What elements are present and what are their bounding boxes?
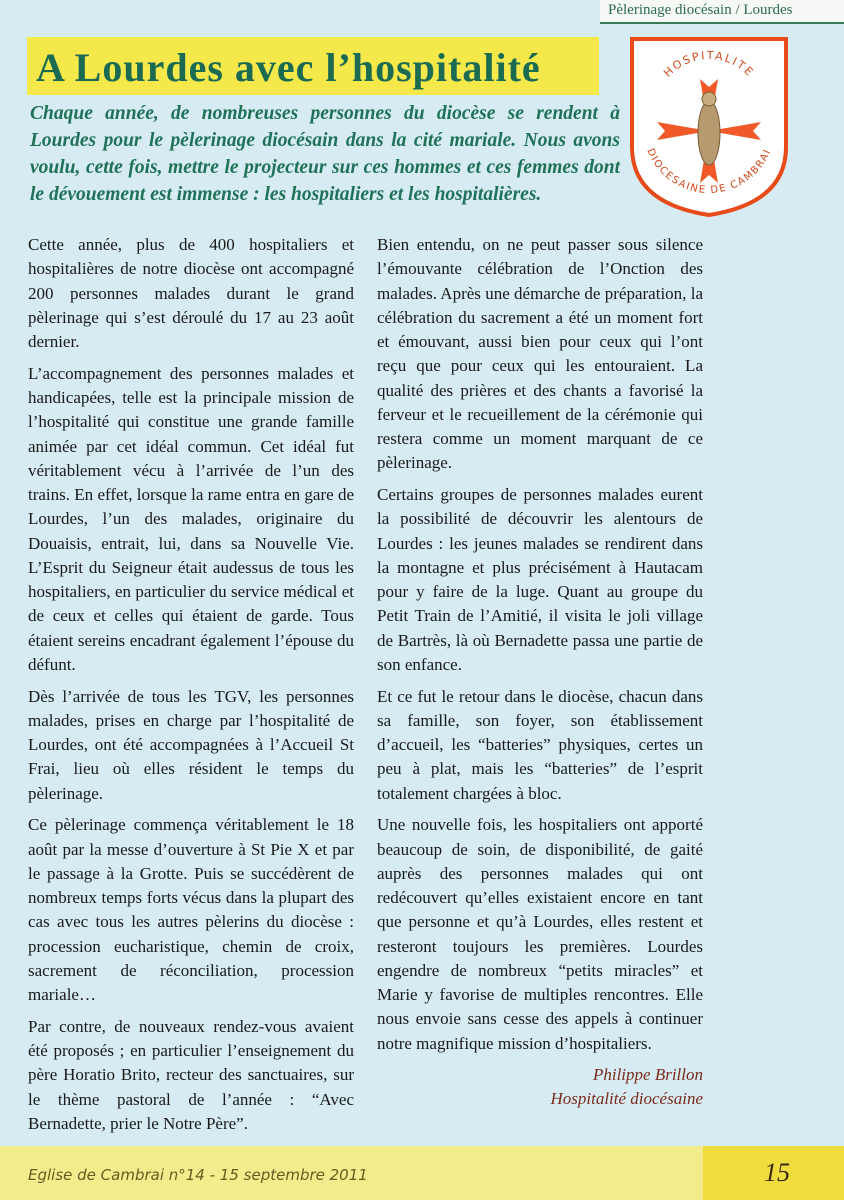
paragraph: Bien entendu, on ne peut passer sous silence l’émouvante célébration de l’Onction des malades. Après une démarche de préparation, la célébration du sacrement a été un moment fort et émouvant, aussi bien pour ceux qui l’ont reçu que pour ceux qui les entouraient. La qualité des prières et des chants a favorisé la ferveur et le recueillement de la cérémonie qui restera comme un moment marquant de ce pèlerinage. [377, 235, 703, 473]
paragraph: L’accompagnement des personnes malades et handicapées, telle est la principale mission de l’hospitalité qui constitue une grande famille animée par cet idéal commun. Cet idéal fut véritablement vécu à l’arrivée de l’un des trains. En effet, lorsque la rame entra en gare de Lourdes, l’un des malades, originaire du Douaisis, entrait, lui, dans sa Nouvelle Vie. L’Esprit du Seigneur était audessus de tous les hospitaliers, en particulier du service médical et de ceux et celles qui étaient de garde. Tous étaient sereins encadrant également l’épouse du défunt. [28, 363, 354, 674]
article-intro: Chaque année, de nombreuses personnes du diocèse se rendent à Lourdes pour le pèlerinage diocésain dans la cité mariale. Nous avons voulu, cette fois, mettre le projecteur sur ces hommes et ces femmes dont le dévouement est immense : les hospitaliers et les hospitalières. [30, 103, 620, 205]
paragraph: Une nouvelle fois, les hospitaliers ont apporté beaucoup de soin, de disponibilité, de gaité auprès des personnes malades qui ont redécouvert qu’elles existaient encore en tant que personne et qu’à Lourdes, elles restent et resteront toujours les premières. Lourdes engendre de nombreux “petits miracles” et Marie y favorise de multiples rencontres. Elle nous envoie sans cesse des appels à continuer notre magnifique mission d’hospitaliers. [377, 815, 703, 1053]
section-rubric: Pèlerinage diocésain / Lourdes [600, 0, 844, 24]
page-number: 15 [764, 1158, 790, 1187]
author-name: Philippe Brillon [592, 1065, 703, 1085]
paragraph: Par contre, de nouveaux rendez-vous avaient été proposés ; en particulier l’enseignement du père Horatio Brito, recteur des sanctuaires, sur le thème pastoral de l’année : “Avec Bernadette, prier le Notre Père”. [28, 1016, 354, 1133]
logo-top-text: HOSPITALITE [661, 48, 757, 80]
author-organization: Hospitalité diocésaine [550, 1089, 703, 1109]
paragraph: Dès l’arrivée de tous les TGV, les personnes malades, prises en charge par l’hospitalité de Lourdes, ont été accompagnées à l’Accueil St Frai, lieu où elles résident le temps du pèlerinage. [28, 686, 354, 803]
hospitalite-logo-icon [628, 35, 790, 218]
publication-info: Eglise de Cambrai n°14 - 15 septembre 2011 [28, 1166, 368, 1184]
article-title: A Lourdes avec l’hospitalité [36, 45, 541, 90]
paragraph: Ce pèlerinage commença véritablement le 18 août par la messe d’ouverture à St Pie X et par le passage à la Grotte. Puis se succédèrent de nombreux temps forts vécus dans la plupart des cas avec tous les autres pèlerins du diocèse : procession eucharistique, chemin de croix, sacrement de réconciliation, procession mariale… [28, 815, 354, 1004]
logo-bottom-text: DIOCESAINE DE CAMBRAI [644, 146, 774, 197]
article-column-2 [377, 233, 703, 1111]
author-signature [377, 1063, 703, 1111]
paragraph: Certains groupes de personnes malades eurent la possibilité de découvrir les alentours de Lourdes : les jeunes malades se rendirent dans la montagne et plus précisément à Hautacam pour y faire de la luge. Quant au groupe du Petit Train de l’Amitié, il visita le joli village de Bartrès, là où Bernadette passa une partie de son enfance. [377, 485, 703, 674]
paragraph: Et ce fut le retour dans le diocèse, chacun dans sa famille, son foyer, son établissement d’accueil, les “batteries” physiques, certes un peu à plat, mais les “batteries” de l’esprit totalement chargées à bloc. [377, 686, 703, 803]
article-column-1 [28, 233, 354, 1144]
paragraph: Cette année, plus de 400 hospitaliers et hospitalières de notre diocèse ont accompagné 200 personnes malades durant le grand pèlerinage qui s’est déroulé du 17 au 23 août dernier. [28, 235, 354, 351]
